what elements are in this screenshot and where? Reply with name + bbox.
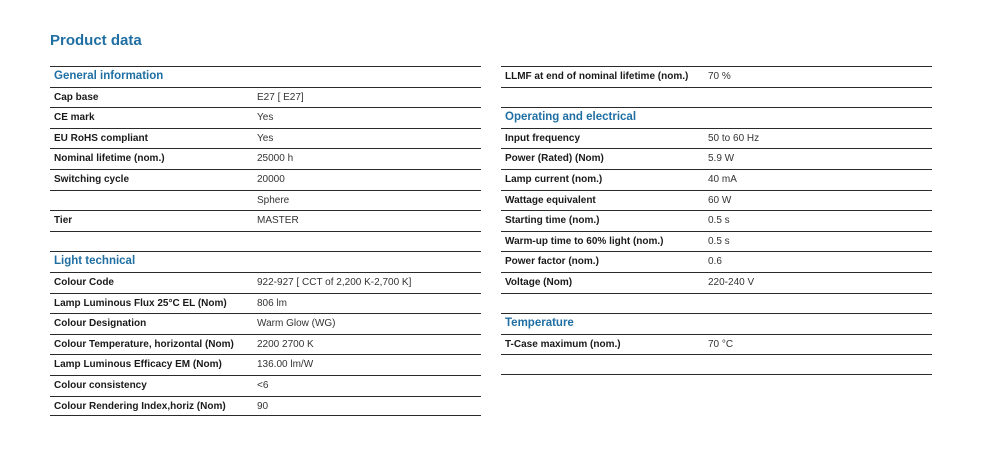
property-label: EU RoHS compliant [54,132,148,144]
table-row-power-factor-nom [501,251,932,272]
property-value: 922-927 [ CCT of 2,200 K-2,700 K] [257,276,412,288]
property-value: 0.6 [708,256,722,268]
table-spacer-row [501,87,932,108]
table-row-cap-base [50,87,481,108]
table-row-warm-up-time-to-60-light-nom [501,231,932,252]
property-value: Sphere [257,194,290,206]
table-row-lamp-luminous-flux-25-c-el-nom [50,293,481,314]
table-row-wattage-equivalent [501,190,932,211]
property-label: Lamp Luminous Efficacy EM (Nom) [54,359,222,371]
property-value: MASTER [257,215,299,227]
table-spacer-row [501,354,932,375]
section-header-light-technical [50,251,481,272]
property-label: Warm-up time to 60% light (nom.) [505,235,664,247]
table-row-switching-cycle [50,169,481,190]
property-label: Colour consistency [54,379,147,391]
property-label: Starting time (nom.) [505,215,600,227]
table-row-sphere [50,190,481,211]
property-value: 20000 [257,173,285,185]
section-header-general-information [50,66,481,87]
table-row-tier [50,210,481,231]
property-value: 0.5 s [708,235,730,247]
property-value: 0.5 s [708,215,730,227]
property-label: Colour Designation [54,318,147,330]
property-value: Yes [257,132,274,144]
property-value: 90 [257,400,269,412]
property-value: 40 mA [708,173,737,185]
property-value: 50 to 60 Hz [708,132,760,144]
table-row-input-frequency [501,128,932,149]
table-row-lamp-current-nom [501,169,932,190]
table-row-llmf-at-end-of-nominal-lifetime-nom [501,66,932,87]
property-label: Tier [54,215,73,227]
table-row-lamp-luminous-efficacy-em-nom [50,354,481,375]
property-value: 70 °C [708,338,734,350]
section-title: Light technical [54,255,136,268]
table-row-colour-temperature-horizontal-nom [50,334,481,355]
property-label: Power factor (nom.) [505,256,599,268]
property-label: Lamp Luminous Flux 25°C EL (Nom) [54,297,227,309]
page-title: Product data [50,32,142,49]
table-row-colour-consistency [50,375,481,396]
property-label: Colour Rendering Index,horiz (Nom) [54,400,226,412]
table-row-t-case-maximum-nom [501,334,932,355]
table-row-colour-rendering-index-horiz-nom [50,396,481,417]
section-title: General information [54,70,164,82]
table-row-ce-mark [50,107,481,128]
table-row-eu-rohs-compliant [50,128,481,149]
table-row-voltage-nom [501,272,932,293]
property-label: CE mark [54,112,95,124]
property-value: 2200 2700 K [257,338,314,350]
property-label: Lamp current (nom.) [505,173,603,185]
property-label: Switching cycle [54,173,130,185]
property-value: 60 W [708,194,732,206]
property-value: 5.9 W [708,153,735,165]
table-row-colour-code [50,272,481,293]
section-title: Temperature [505,317,574,330]
property-value: 136.00 lm/W [257,359,314,371]
table-row-nominal-lifetime-nom [50,148,481,169]
property-value: Warm Glow (WG) [257,318,336,330]
table-spacer-row [501,293,932,314]
left-column-table [50,66,481,416]
property-label: Wattage equivalent [505,194,596,206]
table-row-colour-designation [50,313,481,334]
property-label: Nominal lifetime (nom.) [54,153,165,165]
property-value: 220-240 V [708,276,755,288]
section-header-temperature [501,313,932,334]
property-value: 70 % [708,71,731,82]
property-value: Yes [257,112,274,124]
property-label: Voltage (Nom) [505,276,573,288]
property-value: E27 [ E27] [257,91,304,103]
property-value: <6 [257,379,269,391]
right-column-table [501,66,932,375]
property-label: Power (Rated) (Nom) [505,153,604,165]
table-row-starting-time-nom [501,210,932,231]
property-label: Colour Temperature, horizontal (Nom) [54,338,234,350]
section-header-operating-and-electrical [501,107,932,128]
table-row-power-rated-nom [501,148,932,169]
property-label: T-Case maximum (nom.) [505,338,621,350]
property-label: LLMF at end of nominal lifetime (nom.) [505,71,689,82]
property-value: 25000 h [257,153,294,165]
property-label: Input frequency [505,132,581,144]
section-title: Operating and electrical [505,111,637,124]
property-label: Colour Code [54,276,114,288]
property-label: Cap base [54,91,99,103]
property-value: 806 lm [257,297,288,309]
table-spacer-row [50,231,481,252]
